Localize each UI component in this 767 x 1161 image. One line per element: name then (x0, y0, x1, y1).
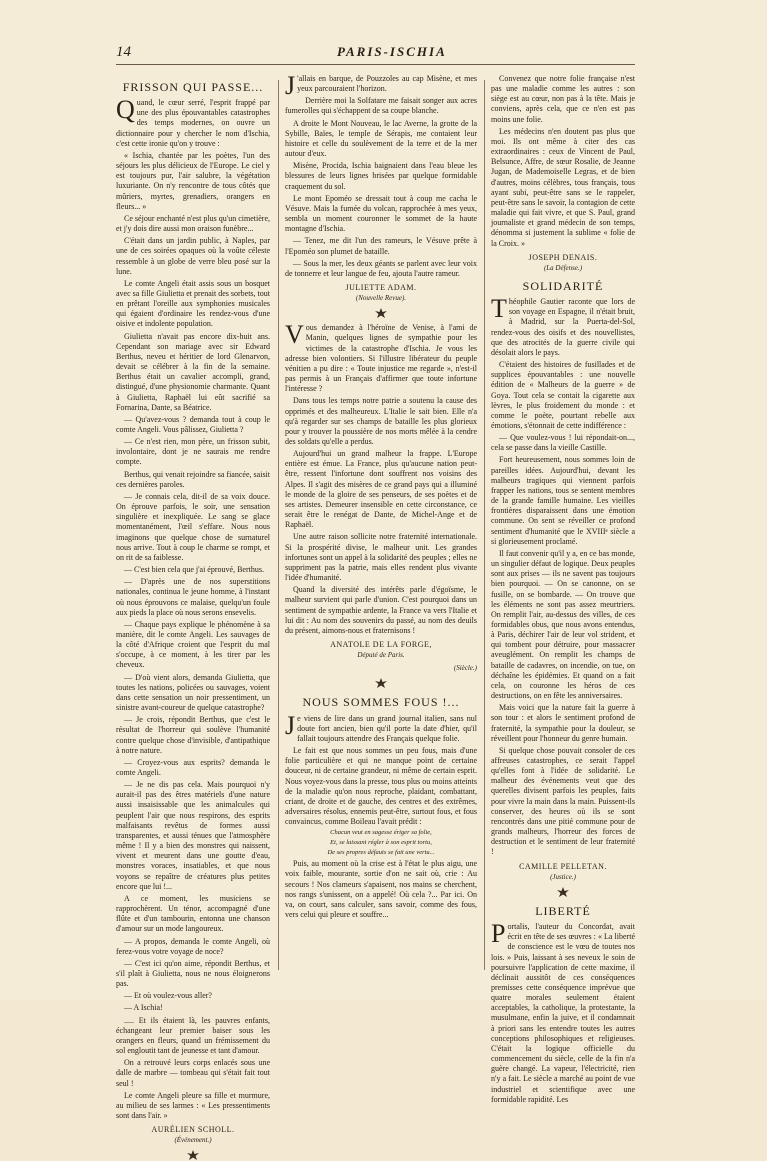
article-paragraph: — Qu'avez-vous ? demanda tout à coup le comte Angeli. Vous pâlissez, Giulietta ? (116, 414, 270, 434)
article-paragraph: Quand la diversité des intérêts parle d'égoïsme, le malheur survient qui parle d'union. C'est pourquoi dans un sentiment de sympathie ardente, la France va vers l'Italie et lui dit : Au nom des souvenirs du passé, au nom des deuils du présent, aimons-nous et fraternisons ! (285, 585, 477, 635)
article-paragraph: — C'est ici qu'on aime, répondit Berthus, et s'il plaît à Giulietta, nous ne nous éloignerons pas. (116, 958, 270, 989)
article-paragraph: Fort heureusement, nous sommes loin de pareilles idées. Aujourd'hui, devant les malheurs tragiques qui viennent parfois frapper les nations, tous se sentent membres de la grande famille humaine. Les vieilles frontières disparaissent dans une émotion commune. On sent se réveiller ce profond sentiment d'humanité que le XVIIIᵉ siècle a si glorieusement proclamé. (491, 455, 635, 546)
article-paragraph: « Ischia, chantée par les poètes, l'un des séjours les plus délicieux de l'Europe. Le ciel y est toujours pur, l'air salubre, la végétation luxuriante. On n'y rencontre de tous côtés que mûriers, myrtes, grenadiers, orangers en fleurs... » (116, 150, 270, 211)
article-paragraph: — Sous la mer, les deux géants se parlent avec leur voix de tonnerre et leur langue de feu, ajouta l'autre rameur. (285, 258, 477, 278)
article-title-fous: NOUS SOMMES FOUS !... (302, 695, 460, 710)
fleuron-icon (373, 307, 389, 319)
column-2 (285, 71, 477, 994)
article-paragraph: Il faut convenir qu'il y a, en ce bas monde, un singulier défaut de logique. Deux peuples sont aux prises — ils ne savent pas toujours bien pourquoi. — On se canonne, on se fusille, on se bombarde. — On trouve que les éléments ne sont pas assez meurtriers. On remplit l'air, au-dessus des villes, de ces formidables obus, que nous avons entendus, à Paris, déchirer l'air de leur vol strident, et qui tombent pour détruire, pour massacrer aveuglément. On remplit les champs de bataille de cadavres, on incendie, on tue, on déchaîne les épidémies. Et quand on a fait cela, on couronne les héros de ces destructions, on en fête les anniversaires. (491, 548, 635, 701)
fleuron-icon (555, 886, 571, 898)
source-credit: (Justice.) (550, 872, 576, 881)
running-title: PARIS-ISCHIA (337, 44, 447, 59)
article-paragraph: Les médecins n'en doutent pas plus que moi. Ils ont même à citer des cas extraordinaires : ceux de Vincent de Paul, Belsunce, Affre, de sœur Rosalie, de Jeanne Jugan, de Mademoiselle Legras, et de bien d'autres, moins célèbres, tous français, tous ayant subi, peut-être sans se le rappeler, peut-être sans le savoir, la contagion de cette maladie qui fait vivre, et que S. Paul, grand journaliste et grand médecin de son temps, dénomma si justement la sublime « folie de la Croix. » (491, 126, 635, 248)
article-paragraph: — A Ischia! (124, 1003, 163, 1013)
article-paragraph: Aujourd'hui un grand malheur la frappe. L'Europe entière est émue. La France, plus qu'aucune nation peut-être, ressent l'infortune dont souffrent nos voisins des Alpes. Il s'agit des misères de ce grand pays qui a illuminé le monde de la gloire de ses penseurs, de ses poètes et de ses artistes. Demeurer insensible en cette circonstance, ce serait être le renégat de Dante, de Michel-Ange et de Raphaël. (285, 449, 477, 530)
verse-line: Et, se laissant régler à son esprit tortu, (330, 839, 432, 847)
article-paragraph: Une autre raison sollicite notre fraternité internationale. Si la prospérité divise, le malheur unit. Les grandes infortunes sont un appel à la solidarité des peuples ; elles ne suppriment pas la patrie, mais elles rendent plus vivante l'idée d'humanité. (285, 532, 477, 583)
article-paragraph: — D'après une de nos superstitions nationales, continua le jeune homme, à l'instant où nous éprouvons ce malaise, quelqu'un foule aux pieds la place où nous serons ensevelis. (116, 577, 270, 617)
article-paragraph: ..... Et ils étaient là, les pauvres enfants, échangeant leur premier baiser sous les orangers en fleurs, quand un frémissement du sol engloutit tant de jeunesse et tant d'amour. (116, 1015, 270, 1056)
verse-line: Chacun veut en sagesse ériger sa folie, (330, 829, 432, 837)
source-credit: (La Défense.) (543, 263, 583, 272)
source-credit: (Siècle.) (453, 664, 477, 673)
author-role: Député de Paris. (357, 651, 405, 660)
article-paragraph: Portalis, l'auteur du Concordat, avait écrit en tête de ses œuvres : « La liberté de conscience est le vœu de toutes nos lois. » Puis, laissant à ses neveux le soin de poursuivre l'application de cette maxime, il déclinait aussitôt de ces conséquences premisses cette conséquence imprévue que quatre morales seulement étaient acceptables, la catholique, la protestante, la musulmane, enfin la juive, et il condamnait à priori sans les entendre toutes les autres conceptions philosophiques et religieuses. C'était la logique officielle du commencement du siècle, celle de la fin n'a guère changé. La vapeur, l'électricité, rien n'y a fait. Le siècle a marché au point de vue industriel et scientifique avec une formidable rapidité. Les (491, 919, 635, 1104)
article-title-solidarite: SOLIDARITÉ (522, 278, 604, 293)
article-paragraph: Derrière moi la Solfatare me faisait songer aux acres fumerolles qui s'échappent de sa coupe blanche. (285, 96, 477, 116)
fleuron-icon (185, 1149, 201, 1161)
article-paragraph: — Chaque pays explique le phénomène à sa manière, dit le comte Angeli. Les sauvages de la côté d'Afrique croient que l'esprit du mal s'occupe, à ce moment, à les tirer par les cheveux. (116, 619, 270, 670)
article-paragraph: — A propos, demanda le comte Angeli, où ferez-vous votre voyage de noce? (116, 936, 270, 956)
drop-cap: T (491, 294, 507, 324)
page-number: 14 (116, 44, 131, 60)
column-rule (278, 80, 279, 970)
article-paragraph: Giulietta n'avait pas encore dix-huit ans. Cependant son mariage avec sir Edward Berthus, neveu et héritier de lord Glenarvon, devait se célébrer à la fin de la semaine. Berthus était un cavalier accompli, grand, distingué, d'une physionomie charmante. Quant à Giulietta, Raphaël lui eût sacrifié sa Fornarina, Dante, sa Béatrice. (116, 331, 270, 412)
article-paragraph: Misène, Procida, Ischia baignaient dans l'eau bleue les blessures de leurs lignes brisées par quelque formidable craquement du sol. (285, 161, 477, 191)
article-paragraph: — Ce n'est rien, mon père, un frisson subit, involontaire, dont je ne saurais me rendre compte. (116, 437, 270, 467)
article-title-liberte: LIBERTÉ (535, 903, 591, 918)
article-paragraph: A ce moment, les musiciens se rapprochèrent. Un ténor, accompagné d'une flûte et d'un tambourin, entonna une chanson d'amour sur un mode langoureux. (116, 893, 270, 934)
article-paragraph: Quand, le cœur serré, l'esprit frappé par une des plus épouvantables catastrophes des temps modernes, on ouvre un dictionnaire pour y chercher le nom d'Ischia, c'est cette ironie qu'on y trouve : (116, 95, 270, 148)
source-credit: (Événement.) (174, 1136, 212, 1145)
drop-cap: Q (116, 95, 135, 125)
header-rule (116, 64, 635, 65)
article-paragraph: Le mont Epoméo se dressait tout à coup me cacha le Vésuve. Mais la fumée du volcan, rapprochée à mes yeux, sembla un moment couronner le sommet de la haute montagne d'Ischia. (285, 193, 477, 234)
article-paragraph: Vous demandez à l'héroïne de Venise, à l'ami de Manin, quelques lignes de sympathie pour les victimes de la catastrophe d'Ischia. Je vous les adresse bien volontiers. Si l'illustre libérateur du peuple vénitien a pu dire : « Toute injustice me regarde », n'est-il pas permis à un Français d'affirmer que toute infortune l'intéresse ? (285, 320, 477, 394)
fleuron-icon (373, 677, 389, 689)
article-paragraph: Je viens de lire dans un grand journal italien, sans nul doute fort ancien, bien qu'il porte la date d'hier, qu'il fallait toujours attendre des Français quelque folie. (285, 710, 477, 743)
article-paragraph: Si quelque chose pouvait consoler de ces affreuses catastrophes, ce serait l'appel qu'elles font à l'idée de solidarité. Le malheur des événements veut que des querelles divisent parfois les peuples, faits pour vivre la main dans la main. Puissent-ils conserver, des heures où ils se sont rencontrés dans une pitié commune pour de grands malheurs, l'horreur des forces de destruction et le sentiment de leur fraternité ! (491, 745, 635, 857)
drop-cap: P (491, 919, 506, 949)
article-paragraph: — Je crois, répondit Berthus, que c'est le résultat de l'horreur qui soulève l'humanité contre quelque chose d'invisible, d'antipathique à notre nature. (116, 715, 270, 755)
article-paragraph: J 'allais en barque, de Pouzzoles au cap Misène, et mes yeux parcouraient l'horizon. (285, 71, 477, 100)
article-paragraph: C'était dans un jardin public, à Naples, par une de ces soirées opaques où la voûte céleste ressemble à un globe de verre bleu posé sur la lune. (116, 236, 270, 276)
article-paragraph: — Que voulez-vous ! lui répondait-on..., cela se passe dans la vieille Castille. (491, 433, 635, 453)
article-paragraph: Ce séjour enchanté n'est plus qu'un cimetière, et j'y dois dire aussi mon oraison funèbre... (116, 213, 270, 234)
article-paragraph: — Je connais cela, dit-il de sa voix douce. On éprouve parfois, le soir, une sensation singulière et inexpliquée. Le sang se glace momentanément, l'œil s'effare. Nous nous imaginons que quelque chose de surnaturel nous arrive. Tout à coup le charme se rompt, et on rit de sa faiblesse. (116, 491, 270, 562)
author-signature: JOSEPH DENAIS. (528, 252, 598, 262)
article-paragraph: Convenez que notre folie française n'est pas une maladie comme les autres : son siège est au cœur, non pas à la tête. Mais je conviens, après cela, que ce n'en est pas moins une folie. (491, 74, 635, 124)
source-credit: (Nouvelle Revue). (355, 294, 407, 303)
author-signature: CAMILLE PELLETAN. (519, 861, 607, 871)
column-1 (116, 74, 270, 1145)
author-signature: ANATOLE DE LA FORGE, (330, 639, 432, 649)
page-header (0, 0, 767, 76)
article-paragraph: — Tenez, me dit l'un des rameurs, le Vésuve prête à l'Epoméo son plumet de bataille. (285, 236, 477, 256)
article-paragraph: Le comte Angeli pleure sa fille et murmure, au milieu de ses larmes : « Les pressentiments sont dans l'air. » (116, 1090, 270, 1120)
article-paragraph: — Je ne dis pas cela. Mais pourquoi n'y aurait-il pas des êtres matériels d'une nature aussi insaisissable que les animalcules qui peuplent l'air que nous respirons, des esprits malfaisants revêtus de formes aussi transparentes, et aussi ténues que l'atmosphère même ! Il y a bien des monstres qui naissent, vivent et meurent dans une goutte d'eau, monstres voraces, insatiables, et que nous voyons se repaître de créatures plus petites encore que lui !... (116, 780, 270, 891)
article-paragraph: — Croyez-vous aux esprits? demanda le comte Angeli. (116, 757, 270, 777)
article-paragraph: Puis, au moment où la crise est à l'état le plus aigu, une voix faible, mourante, sortie d'on ne sait où, crie : Au secours ! Nos clameurs s'apaisent, nos mains se cherchent, nos rangs s'unissent, on a appelé! Où cela ?... Par ici. On va, on court, sans calculer, sans savoir, comme des fous, vers celui qui pleure et souffre... (285, 859, 477, 920)
article-title-frisson: FRISSON QUI PASSE... (122, 80, 264, 94)
author-signature: AURÉLIEN SCHOLL. (151, 1125, 235, 1135)
article-paragraph: Le fait est que nous sommes un peu fous, mais d'une folie particulière et qui ne manque point de certaine douceur, ni de certaine grandeur, ni même de certain esprit. Nous voyez-vous dans la presse, tous plus ou moins atteints de la maladie qu'on nous reproche, plaidant, combattant, criant, de droite et de gauche, des centres et des extrêmes, adversaires résolus, ennemis peut-être, surtout fous, et fous convaincus, comme Boileau l'avait prédit : (285, 746, 477, 827)
article-paragraph: — C'est bien cela que j'ai éprouvé, Berthus. (124, 565, 264, 575)
article-paragraph: C'étaient des histoires de fusillades et de supplices épouvantables : une nouvelle édition de « Malheurs de la guerre » de Goya. Tout cela se contait la cigarette aux lèvres, le plus froidement du monde : et comme le poète, pourtant rebelle aux émotions, s'étonnait de cette indifférence : (491, 360, 635, 430)
author-signature: JULIETTE ADAM. (345, 282, 417, 292)
drop-cap: V (285, 320, 304, 350)
verse-line: De ses propres défauts se fait une vertu... (327, 849, 435, 857)
article-paragraph: Mais voici que la nature fait la guerre à son tour : et alors le sentiment profond de fraternité, la sympathie pour la douleur, se réveillent pour l'honneur du genre humain. (491, 703, 635, 743)
column-rule (484, 80, 485, 970)
drop-cap: J (285, 71, 296, 100)
article-paragraph: On a retrouvé leurs corps enlacés sous une dalle de marbre — tombeau qui s'était fait tout seul ! (116, 1058, 270, 1088)
article-paragraph: Berthus, qui venait rejoindre sa fiancée, saisit ces dernières paroles. (116, 469, 270, 489)
drop-cap: J (285, 710, 296, 740)
article-paragraph: A droite le Mont Nouveau, le lac Averne, la grotte de la Sybille, Baïes, le temple de Sérapis, me contaient leur histoire et celle du soulèvement de la terre et de la mer autour d'eux. (285, 118, 477, 159)
article-paragraph: — Et où voulez-vous aller? (124, 991, 212, 1001)
article-paragraph: Dans tous les temps notre patrie a soutenu la cause des opprimés et des malheureux. L'Italie le sait bien. Elle n'a qu'à regarder sur ses champs de bataille les plus glorieux pour y trouver la poussière de nos morts mêlée à la cendre des soldats qu'elle a perdus. (285, 396, 477, 446)
article-paragraph: Théophile Gautier raconte que lors de son voyage en Espagne, il n'était bruit, à Madrid, sur la Puerta-del-Sol, rendez-vous des oisifs et des nouvellistes, que des atrocités de la guerre civile qui désolait alors le pays. (491, 294, 635, 357)
article-paragraph: — D'où vient alors, demanda Giulietta, que toutes les nations, policées ou sauvages, voient dans cette sensation un noir pressentiment, un sinistre avant-coureur de quelque catastrophe? (116, 672, 270, 713)
column-3 (491, 74, 635, 1104)
article-paragraph: Le comte Angeli était assis sous un bosquet avec sa fille Giulietta et prenait des sorbets, tout en prêtant l'oreille aux symphonies musicales qui égaient d'ordinaire les rendez-vous d'une oisive et indolente population. (116, 278, 270, 329)
